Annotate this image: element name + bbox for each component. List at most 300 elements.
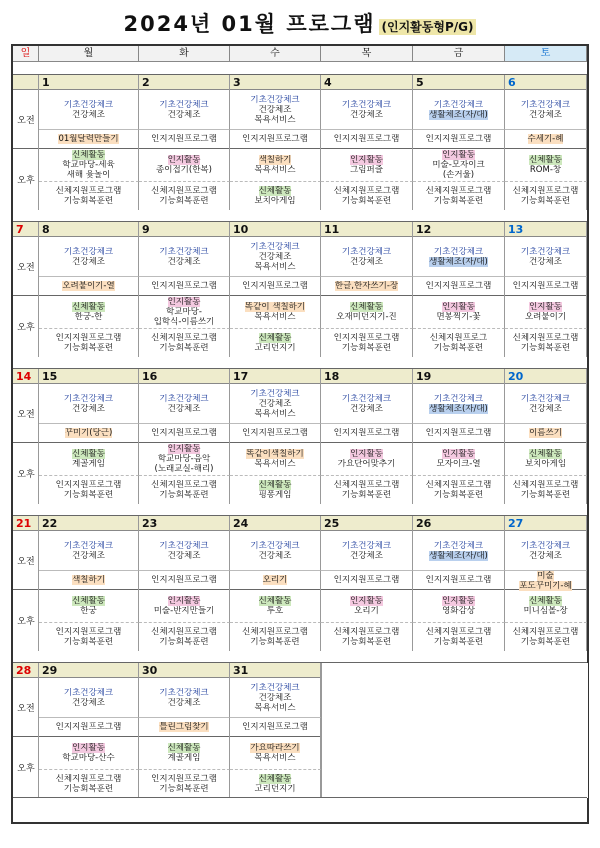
program-line bbox=[230, 155, 320, 165]
program-line bbox=[321, 155, 412, 165]
program-text: 기초건강체크 bbox=[63, 247, 114, 257]
program-line bbox=[39, 134, 138, 144]
program-line bbox=[505, 551, 586, 561]
program-text: 신체지원프로그램 bbox=[512, 186, 579, 196]
program-text: 기능회복훈련 bbox=[520, 490, 571, 500]
program-text: 포도꾸미기-혜 bbox=[519, 581, 572, 591]
date-number: 8 bbox=[39, 222, 139, 237]
program-line bbox=[413, 541, 504, 551]
pm-program-cell bbox=[321, 476, 413, 504]
pm-activity-cell bbox=[505, 589, 587, 623]
program-line bbox=[39, 606, 138, 616]
program-text: 핑퐁게임 bbox=[258, 490, 292, 500]
program-text: 틀린그림찾기 bbox=[159, 722, 209, 732]
program-line bbox=[39, 100, 138, 110]
program-text: 신체지원프로그램 bbox=[151, 186, 217, 196]
program-text: 계골게임 bbox=[167, 753, 201, 763]
program-text: 건강체조 bbox=[350, 257, 383, 267]
program-line bbox=[139, 333, 229, 343]
date-number: 6 bbox=[505, 75, 587, 90]
program-line bbox=[230, 409, 320, 419]
program-line bbox=[139, 637, 229, 647]
program-line bbox=[39, 551, 138, 561]
pm-program-cell bbox=[505, 329, 587, 357]
program-text: 인지활동 bbox=[350, 155, 383, 165]
week-block bbox=[13, 368, 587, 503]
program-text: 신체활동 bbox=[529, 155, 562, 165]
program-text: 이름쓰기 bbox=[529, 428, 562, 438]
am-activity-cell bbox=[413, 130, 505, 148]
program-text: 건강체조 bbox=[350, 551, 383, 561]
program-line bbox=[230, 541, 320, 551]
program-text: 기초건강체크 bbox=[159, 688, 209, 698]
day-header: 월 bbox=[39, 46, 139, 62]
program-text: 신체지원프로그램 bbox=[55, 774, 122, 784]
program-line bbox=[139, 186, 229, 196]
program-text: 건강체조 bbox=[72, 698, 105, 708]
am-schedule-cell bbox=[321, 531, 413, 571]
program-line bbox=[413, 150, 504, 160]
program-text: 기초건강체크 bbox=[63, 688, 114, 698]
program-line bbox=[139, 627, 229, 637]
program-line bbox=[321, 404, 412, 414]
pm-activity-cell bbox=[413, 442, 505, 476]
program-text: 오려붙이기 bbox=[524, 312, 567, 322]
am-schedule-cell bbox=[413, 384, 505, 424]
am-schedule-cell bbox=[230, 384, 321, 424]
program-line bbox=[321, 606, 412, 616]
am-activity-cell bbox=[321, 130, 413, 148]
program-text: 기능회복훈련 bbox=[341, 196, 392, 206]
program-line bbox=[230, 302, 320, 312]
program-text: 기초건강체크 bbox=[159, 541, 209, 551]
pm-program-cell bbox=[321, 623, 413, 651]
program-line bbox=[230, 551, 320, 561]
pm-program-cell bbox=[139, 329, 230, 357]
am-activity-cell bbox=[39, 424, 139, 442]
am-schedule-cell bbox=[321, 237, 413, 277]
pm-label: 오후 bbox=[17, 323, 35, 333]
program-line bbox=[321, 281, 412, 291]
program-line bbox=[413, 186, 504, 196]
date-number bbox=[13, 75, 39, 90]
program-text: 건강체조 bbox=[529, 110, 562, 120]
program-text: 오려붙이기-열 bbox=[62, 281, 115, 291]
program-text: 고리던지기 bbox=[254, 784, 296, 794]
program-text: 인지활동 bbox=[350, 449, 383, 459]
date-number: 31 bbox=[230, 663, 321, 678]
program-text: 인지활동 bbox=[167, 297, 201, 307]
am-schedule-cell bbox=[39, 678, 139, 718]
program-text: 기능회복훈련 bbox=[159, 343, 209, 353]
program-text: 기능회복훈련 bbox=[159, 637, 209, 647]
am-schedule-cell bbox=[230, 237, 321, 277]
program-line bbox=[230, 252, 320, 262]
program-line bbox=[39, 110, 138, 120]
program-line bbox=[139, 394, 229, 404]
date-number: 30 bbox=[139, 663, 230, 678]
program-text: 보치아게임 bbox=[524, 459, 567, 469]
program-text: 신체활동 bbox=[72, 596, 105, 606]
program-text: 인지활동 bbox=[442, 150, 475, 160]
am-schedule-cell bbox=[230, 531, 321, 571]
program-text: 인지지원프로그램 bbox=[55, 722, 122, 732]
program-line bbox=[505, 257, 586, 267]
program-line bbox=[39, 627, 138, 637]
program-text: 기초건강체크 bbox=[520, 100, 571, 110]
program-text: 종이접기(한복) bbox=[156, 165, 212, 175]
program-line bbox=[230, 693, 320, 703]
grid-bottom-line bbox=[13, 797, 587, 798]
program-line bbox=[321, 428, 412, 438]
program-text: 건강체조 bbox=[72, 404, 105, 414]
program-text: 건강체조 bbox=[167, 404, 201, 414]
am-label: 오전 bbox=[17, 116, 35, 126]
program-text: 신체활동 bbox=[72, 449, 105, 459]
program-text: 기능회복훈련 bbox=[520, 343, 571, 353]
program-line bbox=[321, 480, 412, 490]
program-text: 기초건강체크 bbox=[433, 100, 484, 110]
program-text: 신체지원프로그램 bbox=[512, 333, 579, 343]
program-text: 생활체조(자/대) bbox=[429, 110, 488, 120]
program-line bbox=[413, 134, 504, 144]
program-text: 인지지원프로그램 bbox=[242, 428, 308, 438]
program-line bbox=[39, 196, 138, 206]
program-text: 기능회복훈련 bbox=[250, 637, 300, 647]
program-text: 기능회복훈련 bbox=[341, 637, 392, 647]
program-line bbox=[139, 551, 229, 561]
program-line bbox=[321, 110, 412, 120]
program-text: 투호 bbox=[266, 606, 284, 616]
page-title bbox=[0, 8, 600, 38]
program-line bbox=[321, 394, 412, 404]
program-line bbox=[139, 784, 229, 794]
program-line bbox=[321, 343, 412, 353]
date-number: 29 bbox=[39, 663, 139, 678]
date-number: 2 bbox=[139, 75, 230, 90]
program-text: 신체활동 bbox=[72, 302, 105, 312]
program-line bbox=[139, 343, 229, 353]
am-schedule-cell bbox=[230, 90, 321, 130]
program-line bbox=[139, 307, 229, 317]
program-line bbox=[39, 312, 138, 322]
am-schedule-cell bbox=[139, 531, 230, 571]
date-number: 5 bbox=[413, 75, 505, 90]
program-line bbox=[413, 490, 504, 500]
pm-activity-cell bbox=[39, 148, 139, 182]
program-text: 건강체조 bbox=[258, 551, 292, 561]
program-text: 신체지원프로그램 bbox=[333, 480, 400, 490]
program-line bbox=[413, 196, 504, 206]
program-text: 목욕서비스 bbox=[254, 165, 296, 175]
day-header: 목 bbox=[321, 46, 413, 62]
program-line bbox=[413, 110, 504, 120]
program-line bbox=[230, 186, 320, 196]
date-number: 12 bbox=[413, 222, 505, 237]
date-number: 18 bbox=[321, 369, 413, 384]
program-line bbox=[505, 606, 586, 616]
program-text: 기초건강체크 bbox=[63, 541, 114, 551]
program-line bbox=[230, 333, 320, 343]
program-text: 기능회복훈련 bbox=[159, 490, 209, 500]
program-line bbox=[39, 575, 138, 585]
program-text: (노래교실-해리) bbox=[154, 464, 214, 474]
program-line bbox=[413, 551, 504, 561]
program-line bbox=[230, 95, 320, 105]
program-line bbox=[321, 100, 412, 110]
program-text: 똑같이색칠하기 bbox=[246, 449, 304, 459]
am-activity-cell bbox=[505, 130, 587, 148]
program-text: 수세기-혜 bbox=[527, 134, 564, 144]
date-number: 27 bbox=[505, 516, 587, 531]
date-number: 25 bbox=[321, 516, 413, 531]
pm-activity-cell bbox=[139, 442, 230, 476]
pm-program-cell bbox=[505, 476, 587, 504]
program-text: (손거울) bbox=[442, 170, 475, 180]
day-header: 금 bbox=[413, 46, 505, 62]
program-text: 목욕서비스 bbox=[254, 115, 296, 125]
program-text: 건강체조 bbox=[167, 110, 201, 120]
program-text: 건강체조 bbox=[72, 551, 105, 561]
day-header: 수 bbox=[230, 46, 321, 62]
program-text: 기능회복훈련 bbox=[63, 784, 114, 794]
pm-activity-cell bbox=[321, 148, 413, 182]
program-line bbox=[39, 743, 138, 753]
program-text: 기초건강체크 bbox=[341, 247, 392, 257]
program-line bbox=[413, 459, 504, 469]
program-text: 신체지원프로그램 bbox=[151, 627, 217, 637]
program-text: 기초건강체크 bbox=[159, 394, 209, 404]
program-text: 기능회복훈련 bbox=[63, 343, 114, 353]
program-text: 인지지원프로그램 bbox=[151, 774, 217, 784]
week-block bbox=[13, 74, 587, 209]
am-activity-cell bbox=[413, 571, 505, 589]
program-line bbox=[139, 490, 229, 500]
program-text: 인지지원프로그램 bbox=[425, 428, 492, 438]
program-line bbox=[39, 257, 138, 267]
am-label: 오전 bbox=[17, 263, 35, 273]
program-line bbox=[413, 404, 504, 414]
program-line bbox=[505, 404, 586, 414]
program-line bbox=[321, 134, 412, 144]
program-line bbox=[413, 596, 504, 606]
program-text: 인지지원프로그램 bbox=[242, 281, 308, 291]
program-text: 건강체조 bbox=[167, 551, 201, 561]
program-text: 생활체조(자/대) bbox=[429, 257, 488, 267]
date-row bbox=[13, 75, 587, 90]
program-text: 인지지원프로그램 bbox=[151, 575, 217, 585]
program-line bbox=[230, 490, 320, 500]
program-text: 인지활동 bbox=[442, 449, 475, 459]
pm-activity-cell bbox=[413, 589, 505, 623]
am-schedule-cell bbox=[139, 90, 230, 130]
am-activity-cell bbox=[39, 718, 139, 736]
program-text: 신체활동 bbox=[258, 596, 292, 606]
program-text: 건강체조 bbox=[258, 399, 292, 409]
program-text: 생활체조(자/대) bbox=[429, 551, 488, 561]
program-line bbox=[413, 575, 504, 585]
program-line bbox=[139, 257, 229, 267]
date-number: 10 bbox=[230, 222, 321, 237]
program-text: 기초건강체크 bbox=[520, 541, 571, 551]
program-line bbox=[413, 170, 504, 180]
title-main: 2024년 01월 프로그램 bbox=[123, 12, 376, 36]
pm-program-cell bbox=[505, 182, 587, 210]
program-line bbox=[505, 281, 586, 291]
program-text: 기초건강체크 bbox=[433, 541, 484, 551]
program-line bbox=[505, 333, 586, 343]
pm-program-cell bbox=[505, 623, 587, 651]
program-text: 건강체조 bbox=[258, 693, 292, 703]
program-line bbox=[413, 480, 504, 490]
program-line bbox=[505, 165, 586, 175]
program-text: 인지지원프로그램 bbox=[333, 134, 400, 144]
am-activity-cell bbox=[139, 718, 230, 736]
program-text: 목욕서비스 bbox=[254, 459, 296, 469]
program-text: 기초건강체크 bbox=[433, 394, 484, 404]
program-line bbox=[321, 551, 412, 561]
program-line bbox=[321, 196, 412, 206]
pm-program-cell bbox=[39, 476, 139, 504]
day-header: 토 bbox=[505, 46, 587, 62]
program-line bbox=[321, 165, 412, 175]
program-text: 기능회복훈련 bbox=[520, 196, 571, 206]
am-schedule-cell bbox=[139, 237, 230, 277]
date-number: 28 bbox=[13, 663, 39, 678]
program-line bbox=[321, 541, 412, 551]
program-line bbox=[505, 186, 586, 196]
program-text: 기능회복훈련 bbox=[63, 196, 114, 206]
program-text: 기초건강체크 bbox=[520, 394, 571, 404]
program-line bbox=[139, 428, 229, 438]
program-text: 기초건강체크 bbox=[63, 394, 114, 404]
pm-activity-cell bbox=[39, 589, 139, 623]
program-line bbox=[39, 774, 138, 784]
program-text: 인지지원프로그램 bbox=[151, 428, 217, 438]
program-text: 보치아게임 bbox=[254, 196, 296, 206]
pm-program-cell bbox=[321, 329, 413, 357]
program-line bbox=[139, 454, 229, 464]
program-text: 신체지원프로그램 bbox=[333, 627, 400, 637]
program-line bbox=[139, 317, 229, 327]
program-line bbox=[39, 753, 138, 763]
program-text: 신체지원프로그 bbox=[429, 333, 488, 343]
pm-program-cell bbox=[39, 770, 139, 798]
program-text: 건강체조 bbox=[350, 404, 383, 414]
date-number: 9 bbox=[139, 222, 230, 237]
program-text: 기능회복훈련 bbox=[433, 637, 484, 647]
program-text: 신체지원프로그램 bbox=[425, 627, 492, 637]
program-text: 01월달력만들기 bbox=[58, 134, 119, 144]
program-line bbox=[39, 281, 138, 291]
program-line bbox=[39, 490, 138, 500]
pm-activity-cell bbox=[230, 148, 321, 182]
program-text: 목욕서비스 bbox=[254, 409, 296, 419]
program-text: 인지활동 bbox=[167, 596, 201, 606]
program-line bbox=[39, 449, 138, 459]
program-text: 생활체조(자/대) bbox=[429, 404, 488, 414]
program-line bbox=[505, 449, 586, 459]
program-text: 건강체조 bbox=[72, 257, 105, 267]
program-text: 기초건강체크 bbox=[520, 247, 571, 257]
program-text: 기초건강체크 bbox=[341, 541, 392, 551]
program-text: 인지지원프로그램 bbox=[333, 333, 400, 343]
program-text: 신체활동 bbox=[258, 774, 292, 784]
program-text: 기초건강체크 bbox=[159, 247, 209, 257]
program-text: 신체활동 bbox=[258, 186, 292, 196]
program-text: 인지활동 bbox=[72, 743, 105, 753]
pm-label: 오후 bbox=[17, 470, 35, 480]
program-line bbox=[139, 722, 229, 732]
am-activity-cell bbox=[39, 130, 139, 148]
program-text: 인지지원프로그램 bbox=[425, 575, 492, 585]
program-text: 가요단어맞추기 bbox=[337, 459, 396, 469]
pm-program-cell bbox=[39, 182, 139, 210]
date-number: 4 bbox=[321, 75, 413, 90]
program-line bbox=[139, 606, 229, 616]
date-number: 20 bbox=[505, 369, 587, 384]
program-line bbox=[39, 637, 138, 647]
pm-activity-cell bbox=[139, 295, 230, 329]
program-line bbox=[321, 312, 412, 322]
program-text: 신체지원프로그램 bbox=[242, 627, 308, 637]
program-line bbox=[321, 627, 412, 637]
pm-activity-cell bbox=[321, 295, 413, 329]
am-schedule-cell bbox=[321, 384, 413, 424]
program-line bbox=[413, 394, 504, 404]
date-number: 15 bbox=[39, 369, 139, 384]
program-line bbox=[230, 449, 320, 459]
program-text: 인지지원프로그램 bbox=[242, 134, 308, 144]
date-number: 22 bbox=[39, 516, 139, 531]
program-text: 인지활동 bbox=[167, 444, 201, 454]
program-text: 인지지원프로그램 bbox=[55, 333, 122, 343]
program-line bbox=[39, 784, 138, 794]
program-line bbox=[39, 150, 138, 160]
date-number: 16 bbox=[139, 369, 230, 384]
program-text: 인지활동 bbox=[167, 155, 201, 165]
date-number: 3 bbox=[230, 75, 321, 90]
pm-program-cell bbox=[413, 623, 505, 651]
program-text: 신체지원프로그램 bbox=[512, 627, 579, 637]
program-line bbox=[230, 627, 320, 637]
date-number: 24 bbox=[230, 516, 321, 531]
am-activity-cell bbox=[413, 424, 505, 442]
pm-label: 오후 bbox=[17, 764, 35, 774]
pm-activity-cell bbox=[505, 148, 587, 182]
empty-area bbox=[321, 663, 588, 798]
program-text: 계골게임 bbox=[72, 459, 105, 469]
program-text: 신체활동 bbox=[72, 150, 105, 160]
pm-activity-cell bbox=[139, 589, 230, 623]
program-line bbox=[230, 637, 320, 647]
program-text: 미니심볼-장 bbox=[523, 606, 568, 616]
program-line bbox=[139, 165, 229, 175]
program-text: 영화감상 bbox=[442, 606, 475, 616]
program-text: 기초건강체크 bbox=[433, 247, 484, 257]
am-activity-cell bbox=[39, 277, 139, 295]
program-text: 기초건강체크 bbox=[63, 100, 114, 110]
program-text: 건강체조 bbox=[529, 404, 562, 414]
program-line bbox=[413, 257, 504, 267]
calendar-grid bbox=[11, 44, 589, 824]
date-number: 11 bbox=[321, 222, 413, 237]
program-line bbox=[139, 753, 229, 763]
program-line bbox=[39, 343, 138, 353]
program-text: 인지활동 bbox=[442, 596, 475, 606]
program-line bbox=[321, 302, 412, 312]
program-line bbox=[413, 160, 504, 170]
